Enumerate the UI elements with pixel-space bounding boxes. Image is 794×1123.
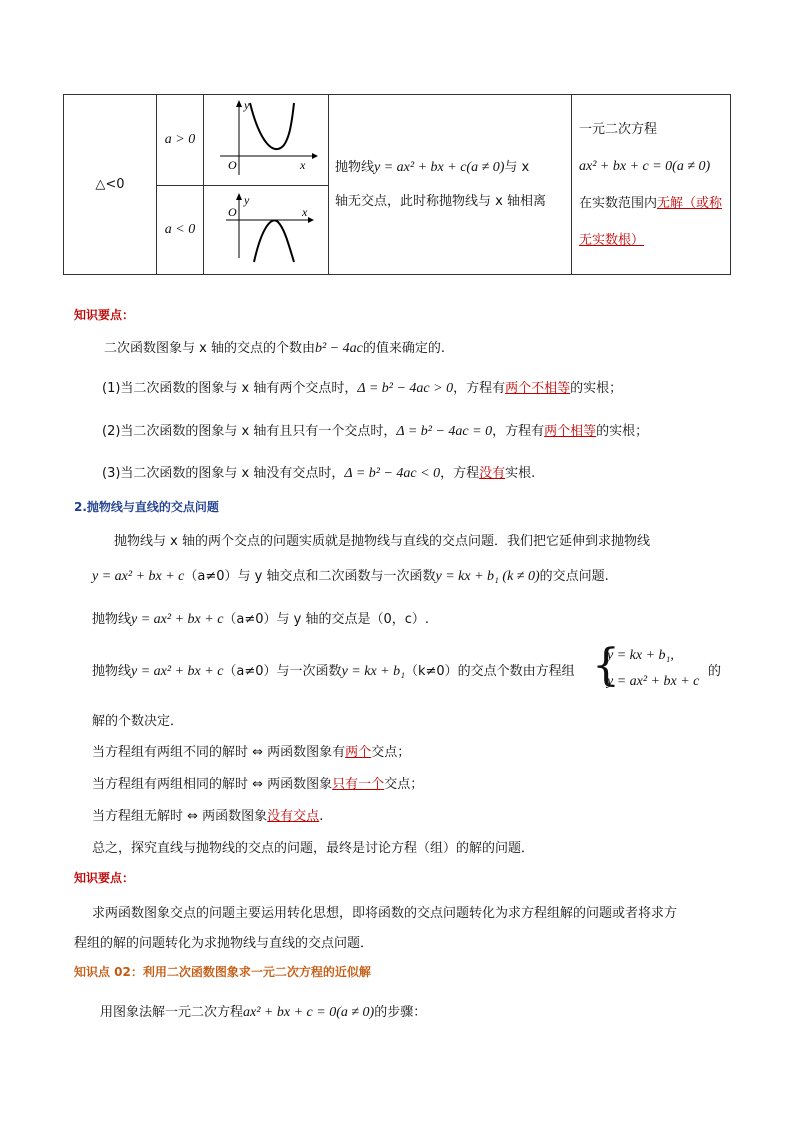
condition-cell (64, 95, 157, 275)
l2-underline: 只有一个 (332, 777, 385, 792)
case3-formula: Δ = b² − 4ac < 0 (344, 466, 441, 481)
case2-formula: Δ = b² − 4ac = 0 (396, 424, 493, 439)
p3-text-a: 抛物线 (92, 612, 132, 627)
case3-text-c: 实根. (505, 466, 536, 481)
discriminant-table (63, 94, 731, 275)
sec2-l3 (92, 805, 323, 824)
kp1-case2 (102, 420, 648, 440)
case2-text: (2)当二次函数的图象与 x 轴有且只有一个交点时， (102, 424, 397, 439)
p4-text-c: （k≠0）的交点个数由方程组 (404, 664, 575, 679)
description-line2: 轴无交点，此时称抛物线与 x 轴相离 (335, 193, 546, 209)
kp1-intro-a: 二次函数图象与 x 轴的交点的个数由 (104, 341, 315, 356)
p3-formula: y = ax² + bx + c (131, 612, 224, 627)
eq-line3-b: 无解（或称 (657, 195, 723, 211)
sec2-p4 (92, 660, 575, 680)
p2-text-a: （a≠0）与 y 轴交点和二次函数与一次函数 (184, 569, 436, 584)
case1-formula: Δ = b² − 4ac > 0 (357, 381, 454, 396)
p4-formula2: y = kx + b₁ (341, 664, 405, 679)
eq-line3-a: 在实数范围内 (579, 195, 658, 211)
sec2-p3 (92, 608, 429, 628)
kp2-heading: 知识要点： (74, 871, 135, 885)
p2-formula2: y = kx + b₁ (k ≠ 0) (435, 569, 540, 584)
case2-underline: 两个相等 (544, 424, 597, 439)
origin-label: O (228, 158, 237, 172)
kp3-p (100, 1001, 426, 1021)
kp1-case3 (102, 462, 535, 482)
case1-underline: 两个不相等 (505, 381, 571, 396)
a-negative-label: a < 0 (164, 222, 196, 237)
case3-underline: 没有 (479, 466, 506, 481)
parabola-up-graph (204, 95, 328, 181)
system-eq1: y = kx + b₁, (607, 648, 674, 663)
parabola-opening-up (250, 103, 294, 149)
eq-line3 (579, 185, 730, 222)
case1-text-b: ，方程有 (453, 381, 506, 396)
y-label: y (244, 98, 250, 112)
l3-underline: 没有交点 (267, 809, 320, 824)
a-positive-label: a > 0 (164, 132, 196, 147)
l3-text-b: . (319, 809, 324, 824)
kp1-heading: 知识要点： (74, 308, 135, 322)
l2-text-b: 交点； (384, 777, 424, 792)
x-label: x (302, 205, 308, 219)
l2-text-a: 当方程组有两组相同的解时 ⇔ 两函数图象 (92, 777, 333, 792)
l1-text-a: 当方程组有两组不同的解时 ⇔ 两函数图象有 (92, 745, 346, 760)
sec2-l1 (92, 741, 410, 760)
case1-text: (1)当二次函数的图象与 x 轴有两个交点时， (102, 381, 358, 396)
y-axis-arrow (236, 193, 242, 200)
kp2-p2: 程组的解的问题转化为求抛物线与直线的交点问题． (74, 936, 374, 951)
sec2-summary: 总之，探究直线与抛物线的交点的问题，最终是讨论方程（组）的解的问题． (92, 841, 535, 856)
kp1-intro-b: 的值来确定的. (362, 341, 445, 356)
sec2-p5: 解的个数决定． (92, 714, 184, 729)
case2-text-b: ，方程有 (492, 424, 545, 439)
kp1-case1 (102, 377, 622, 397)
eq-line4: 无实数根） (579, 232, 645, 248)
y-axis-arrow (236, 100, 242, 107)
description-line1 (335, 151, 571, 185)
sec2-heading: 2.抛物线与直线的交点问题 (74, 500, 219, 514)
l1-underline: 两个 (345, 745, 372, 760)
l1-text-b: 交点； (371, 745, 411, 760)
a-negative-cell (157, 186, 204, 275)
case3-text: (3)当二次函数的图象与 x 轴没有交点时， (102, 466, 345, 481)
x-label: x (300, 158, 306, 172)
description-cell (329, 95, 572, 275)
origin-label: O (228, 205, 237, 219)
parabola-opening-down (254, 220, 294, 262)
case1-text-c: 的实根； (570, 381, 623, 396)
p2-text-b: 的交点问题. (539, 569, 609, 584)
p3-text-b: （a≠0）与 y 轴的交点是（0，c）. (223, 612, 430, 627)
desc-prefix: 抛物线 (335, 159, 375, 175)
l3-text-a: 当方程组无解时 ⇔ 两函数图象 (92, 809, 268, 824)
kp3-heading: 知识点 02：利用二次函数图象求一元二次方程的近似解 (74, 965, 371, 979)
case2-text-c: 的实根； (596, 424, 649, 439)
p2-formula1: y = ax² + bx + c (92, 569, 185, 584)
case3-text-b: ，方程 (440, 466, 480, 481)
equation-cell (572, 95, 731, 275)
graph-up-cell (204, 95, 329, 186)
y-label: y (244, 193, 250, 207)
eq-formula: ax² + bx + c = 0(a ≠ 0) (579, 158, 711, 174)
system-eq2: y = ax² + bx + c (607, 674, 700, 689)
p4-text-d: 的 (708, 664, 722, 679)
kp2-p1: 求两函数图象交点的问题主要运用转化思想，即将函数的交点问题转化为求方程组解的问题或者将求方 (92, 906, 678, 921)
desc-formula: y = ax² + bx + c(a ≠ 0) (374, 159, 505, 175)
kp1-intro (104, 337, 445, 357)
sec2-p1: 抛物线与 x 轴的两个交点的问题实质就是抛物线与直线的交点问题．我们把它延伸到求抛物线 (114, 534, 650, 549)
sec2-p2 (92, 565, 609, 585)
p4-formula1: y = ax² + bx + c (131, 664, 224, 679)
sec2-l2 (92, 773, 423, 792)
p4-text-a: 抛物线 (92, 664, 132, 679)
eq-title: 一元二次方程 (579, 121, 658, 137)
kp1-intro-formula: b² − 4ac (314, 341, 363, 356)
x-axis-arrow (308, 217, 314, 223)
kp3-text-b: 的步骤： (374, 1005, 427, 1020)
graph-down-cell (204, 186, 329, 275)
condition-label: △<0 (95, 177, 125, 192)
p4-text-b: （a≠0）与一次函数 (223, 664, 342, 679)
desc-suffix: 与 x (504, 159, 530, 175)
kp3-formula: ax² + bx + c = 0(a ≠ 0) (243, 1005, 375, 1020)
a-positive-cell (157, 95, 204, 186)
kp3-text-a: 用图象法解一元二次方程 (100, 1005, 244, 1020)
parabola-down-graph (204, 186, 328, 270)
system-brace: { (592, 640, 620, 691)
x-axis-arrow (312, 153, 318, 159)
